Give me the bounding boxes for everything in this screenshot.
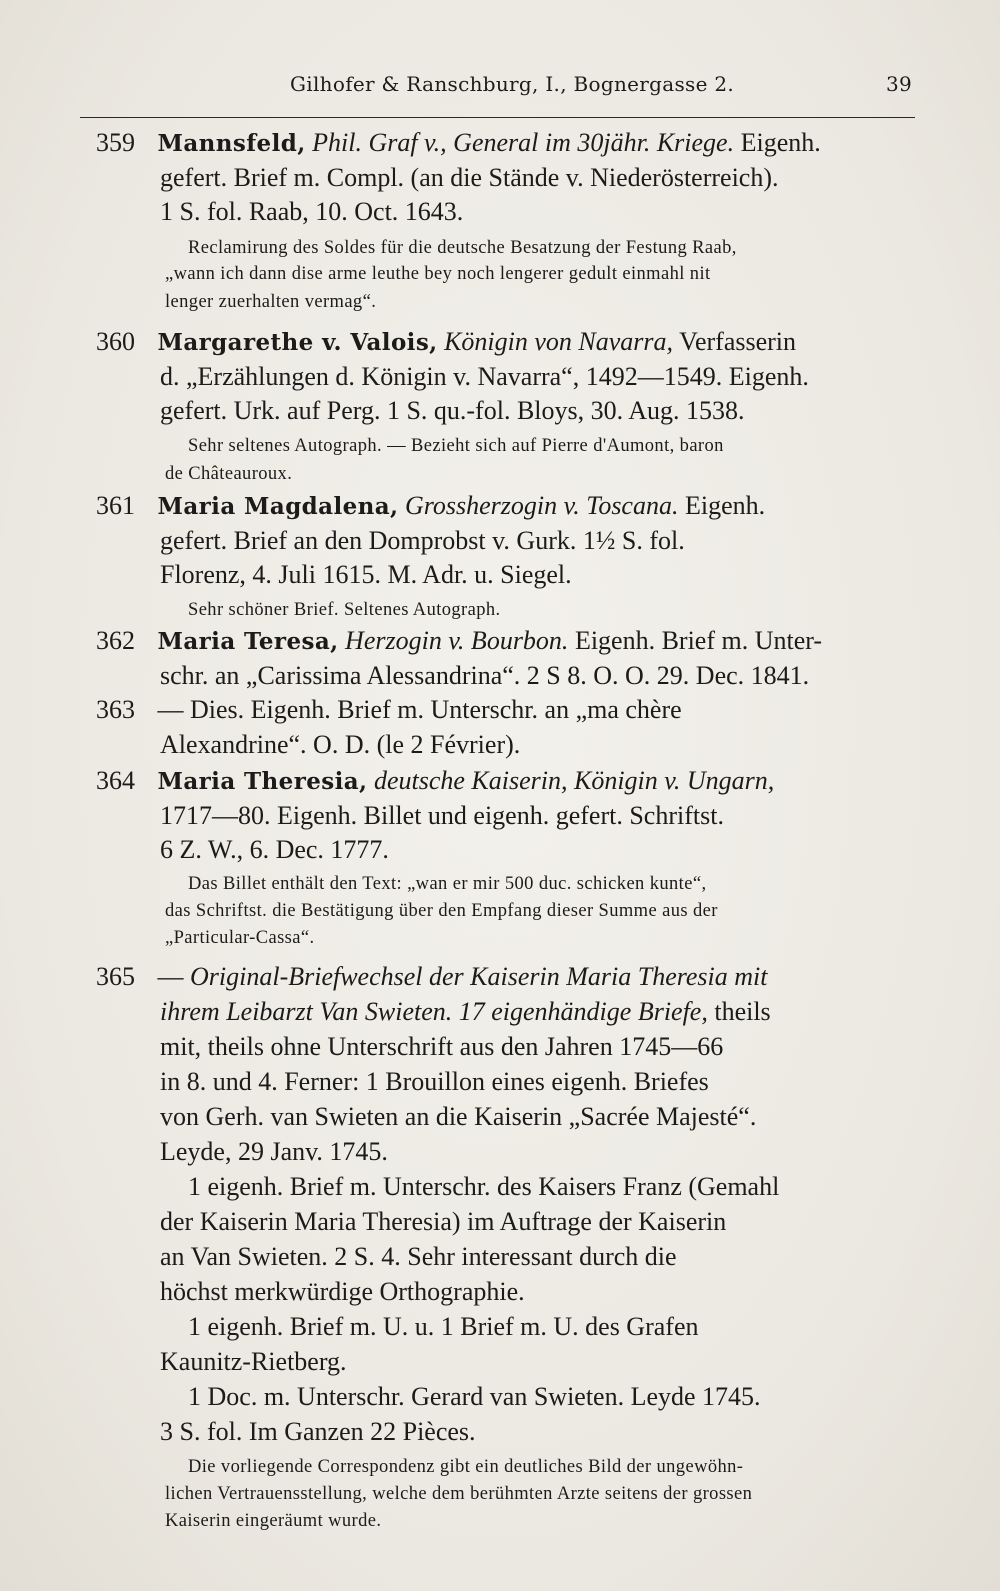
entry-number: 361 — [96, 491, 135, 520]
entry-360-note-2: de Châteauroux. — [165, 464, 293, 484]
entry-365-line-8: der Kaiserin Maria Theresia) im Auftrage der Kaiserin — [160, 1207, 727, 1236]
entry-title-cont: ihrem Leibarzt Van Swieten. 17 eigenhändige Briefe, — [160, 997, 708, 1026]
entry-365-line-1 — [96, 962, 768, 992]
entry-name: Maria Magdalena, — [157, 493, 399, 520]
entry-359-line-3: 1 S. fol. Raab, 10. Oct. 1643. — [160, 197, 464, 226]
entry-360-line-3: gefert. Urk. auf Perg. 1 S. qu.-fol. Bloys, 30. Aug. 1538. — [160, 396, 745, 425]
entry-361-line-2: gefert. Brief an den Domprobst v. Gurk. 1½ S. fol. — [160, 526, 685, 555]
entry-365-line-6: Leyde, 29 Janv. 1745. — [160, 1137, 388, 1166]
entry-number: 365 — [96, 962, 135, 991]
entry-360-line-2: d. „Erzählungen d. Königin v. Navarra“, 1492—1549. Eigenh. — [160, 362, 809, 391]
entry-title: Herzogin v. Bourbon. — [345, 626, 569, 655]
entry-365-line-13: 1 Doc. m. Unterschr. Gerard van Swieten. Leyde 1745. — [188, 1382, 761, 1411]
entry-number: 362 — [96, 626, 135, 655]
entry-number: 360 — [96, 327, 135, 356]
entry-365-line-5: von Gerh. van Swieten an die Kaiserin „Sacrée Majesté“. — [160, 1102, 757, 1131]
entry-361-line-3: Florenz, 4. Juli 1615. M. Adr. u. Siegel. — [160, 560, 572, 589]
entry-365-line-10: höchst merkwürdige Orthographie. — [160, 1277, 525, 1306]
page-number: 39 — [885, 72, 912, 96]
header-rule — [80, 117, 915, 118]
entry-359-note-3: lenger zuerhalten vermag“. — [165, 292, 377, 312]
entry-360-line-1 — [96, 327, 796, 358]
entry-text: Eigenh. Brief m. Unter- — [574, 626, 823, 655]
entry-number: 359 — [96, 128, 135, 157]
entry-name: Maria Theresia, — [157, 768, 368, 795]
entry-359-note-1: Reclamirung des Soldes für die deutsche Besatzung der Festung Raab, — [188, 238, 737, 258]
entry-text: Verfasserin — [679, 327, 797, 356]
entry-364-note-2: das Schriftst. die Bestätigung über den Empfang dieser Summe aus der — [165, 901, 718, 921]
entry-364-note-3: „Particular-Cassa“. — [165, 928, 315, 948]
entry-365-line-11: 1 eigenh. Brief m. U. u. 1 Brief m. U. des Grafen — [188, 1312, 699, 1341]
entry-title: Königin von Navarra, — [444, 327, 674, 356]
entry-359-note-2: „wann ich dann dise arme leuthe bey noch lengerer gedult einmahl nit — [165, 264, 711, 284]
entry-365-note-3: Kaiserin eingeräumt wurde. — [165, 1511, 382, 1531]
entry-365-line-7: 1 eigenh. Brief m. Unterschr. des Kaisers Franz (Gemahl — [188, 1172, 780, 1201]
entry-364-line-1 — [96, 766, 774, 797]
entry-number: 363 — [96, 695, 135, 724]
entry-359-line-1 — [96, 128, 821, 159]
entry-365-note-2: lichen Vertrauensstellung, welche dem berühmten Arzte seitens der grossen — [165, 1484, 753, 1504]
entry-name: Margarethe v. Valois, — [157, 329, 438, 356]
running-title: Gilhofer & Ranschburg, I., Bognergasse 2. — [290, 72, 735, 96]
entry-363-line-2: Alexandrine“. O. D. (le 2 Février). — [160, 730, 521, 759]
entry-365-note-1: Die vorliegende Correspondenz gibt ein deutliches Bild der ungewöhn- — [188, 1457, 744, 1477]
entry-365-line-4: in 8. und 4. Ferner: 1 Brouillon eines eigenh. Briefes — [160, 1067, 709, 1096]
entry-title: Original-Briefwechsel der Kaiserin Maria Theresia mit — [190, 962, 768, 991]
entry-text: theils — [714, 997, 771, 1026]
entry-360-note-1: Sehr seltenes Autograph. — Bezieht sich auf Pierre d'Aumont, baron — [188, 436, 724, 456]
entry-365-line-14: 3 S. fol. Im Ganzen 22 Pièces. — [160, 1417, 476, 1446]
entry-365-line-2 — [160, 997, 771, 1027]
entry-text: Eigenh. — [684, 491, 766, 520]
entry-title: Phil. Graf v., General im 30jähr. Kriege. — [312, 128, 735, 157]
entry-361-note-1: Sehr schöner Brief. Seltenes Autograph. — [188, 600, 501, 620]
entry-365-line-3: mit, theils ohne Unterschrift aus den Jahren 1745—66 — [160, 1032, 724, 1061]
entry-359-line-2: gefert. Brief m. Compl. (an die Stände v. Niederösterreich). — [160, 163, 779, 192]
entry-title: deutsche Kaiserin, Königin v. Ungarn, — [373, 766, 775, 795]
entry-361-line-1 — [96, 491, 765, 522]
entry-362-line-2: schr. an „Carissima Alessandrina“. 2 S 8. O. O. 29. Dec. 1841. — [160, 661, 810, 690]
entry-name: Maria Teresa, — [157, 628, 339, 655]
entry-365-line-9: an Van Swieten. 2 S. 4. Sehr interessant durch die — [160, 1242, 677, 1271]
entry-364-note-1: Das Billet enthält den Text: „wan er mir 500 duc. schicken kunte“, — [188, 874, 707, 894]
entry-365-line-12: Kaunitz-Rietberg. — [160, 1347, 347, 1376]
entry-title: Grossherzogin v. Toscana. — [404, 491, 679, 520]
entry-362-line-1 — [96, 626, 822, 657]
entry-363-line-1 — [96, 695, 682, 725]
entry-364-line-2: 1717—80. Eigenh. Billet und eigenh. gefert. Schriftst. — [160, 801, 724, 830]
entry-name: Mannsfeld, — [157, 130, 306, 157]
entry-text: — Dies. Eigenh. Brief m. Unterschr. an „ma chère — [157, 695, 682, 724]
entry-364-line-3: 6 Z. W., 6. Dec. 1777. — [160, 835, 389, 864]
entry-number: 364 — [96, 766, 135, 795]
entry-dash: — — [157, 962, 184, 991]
entry-text: Eigenh. — [740, 128, 821, 157]
